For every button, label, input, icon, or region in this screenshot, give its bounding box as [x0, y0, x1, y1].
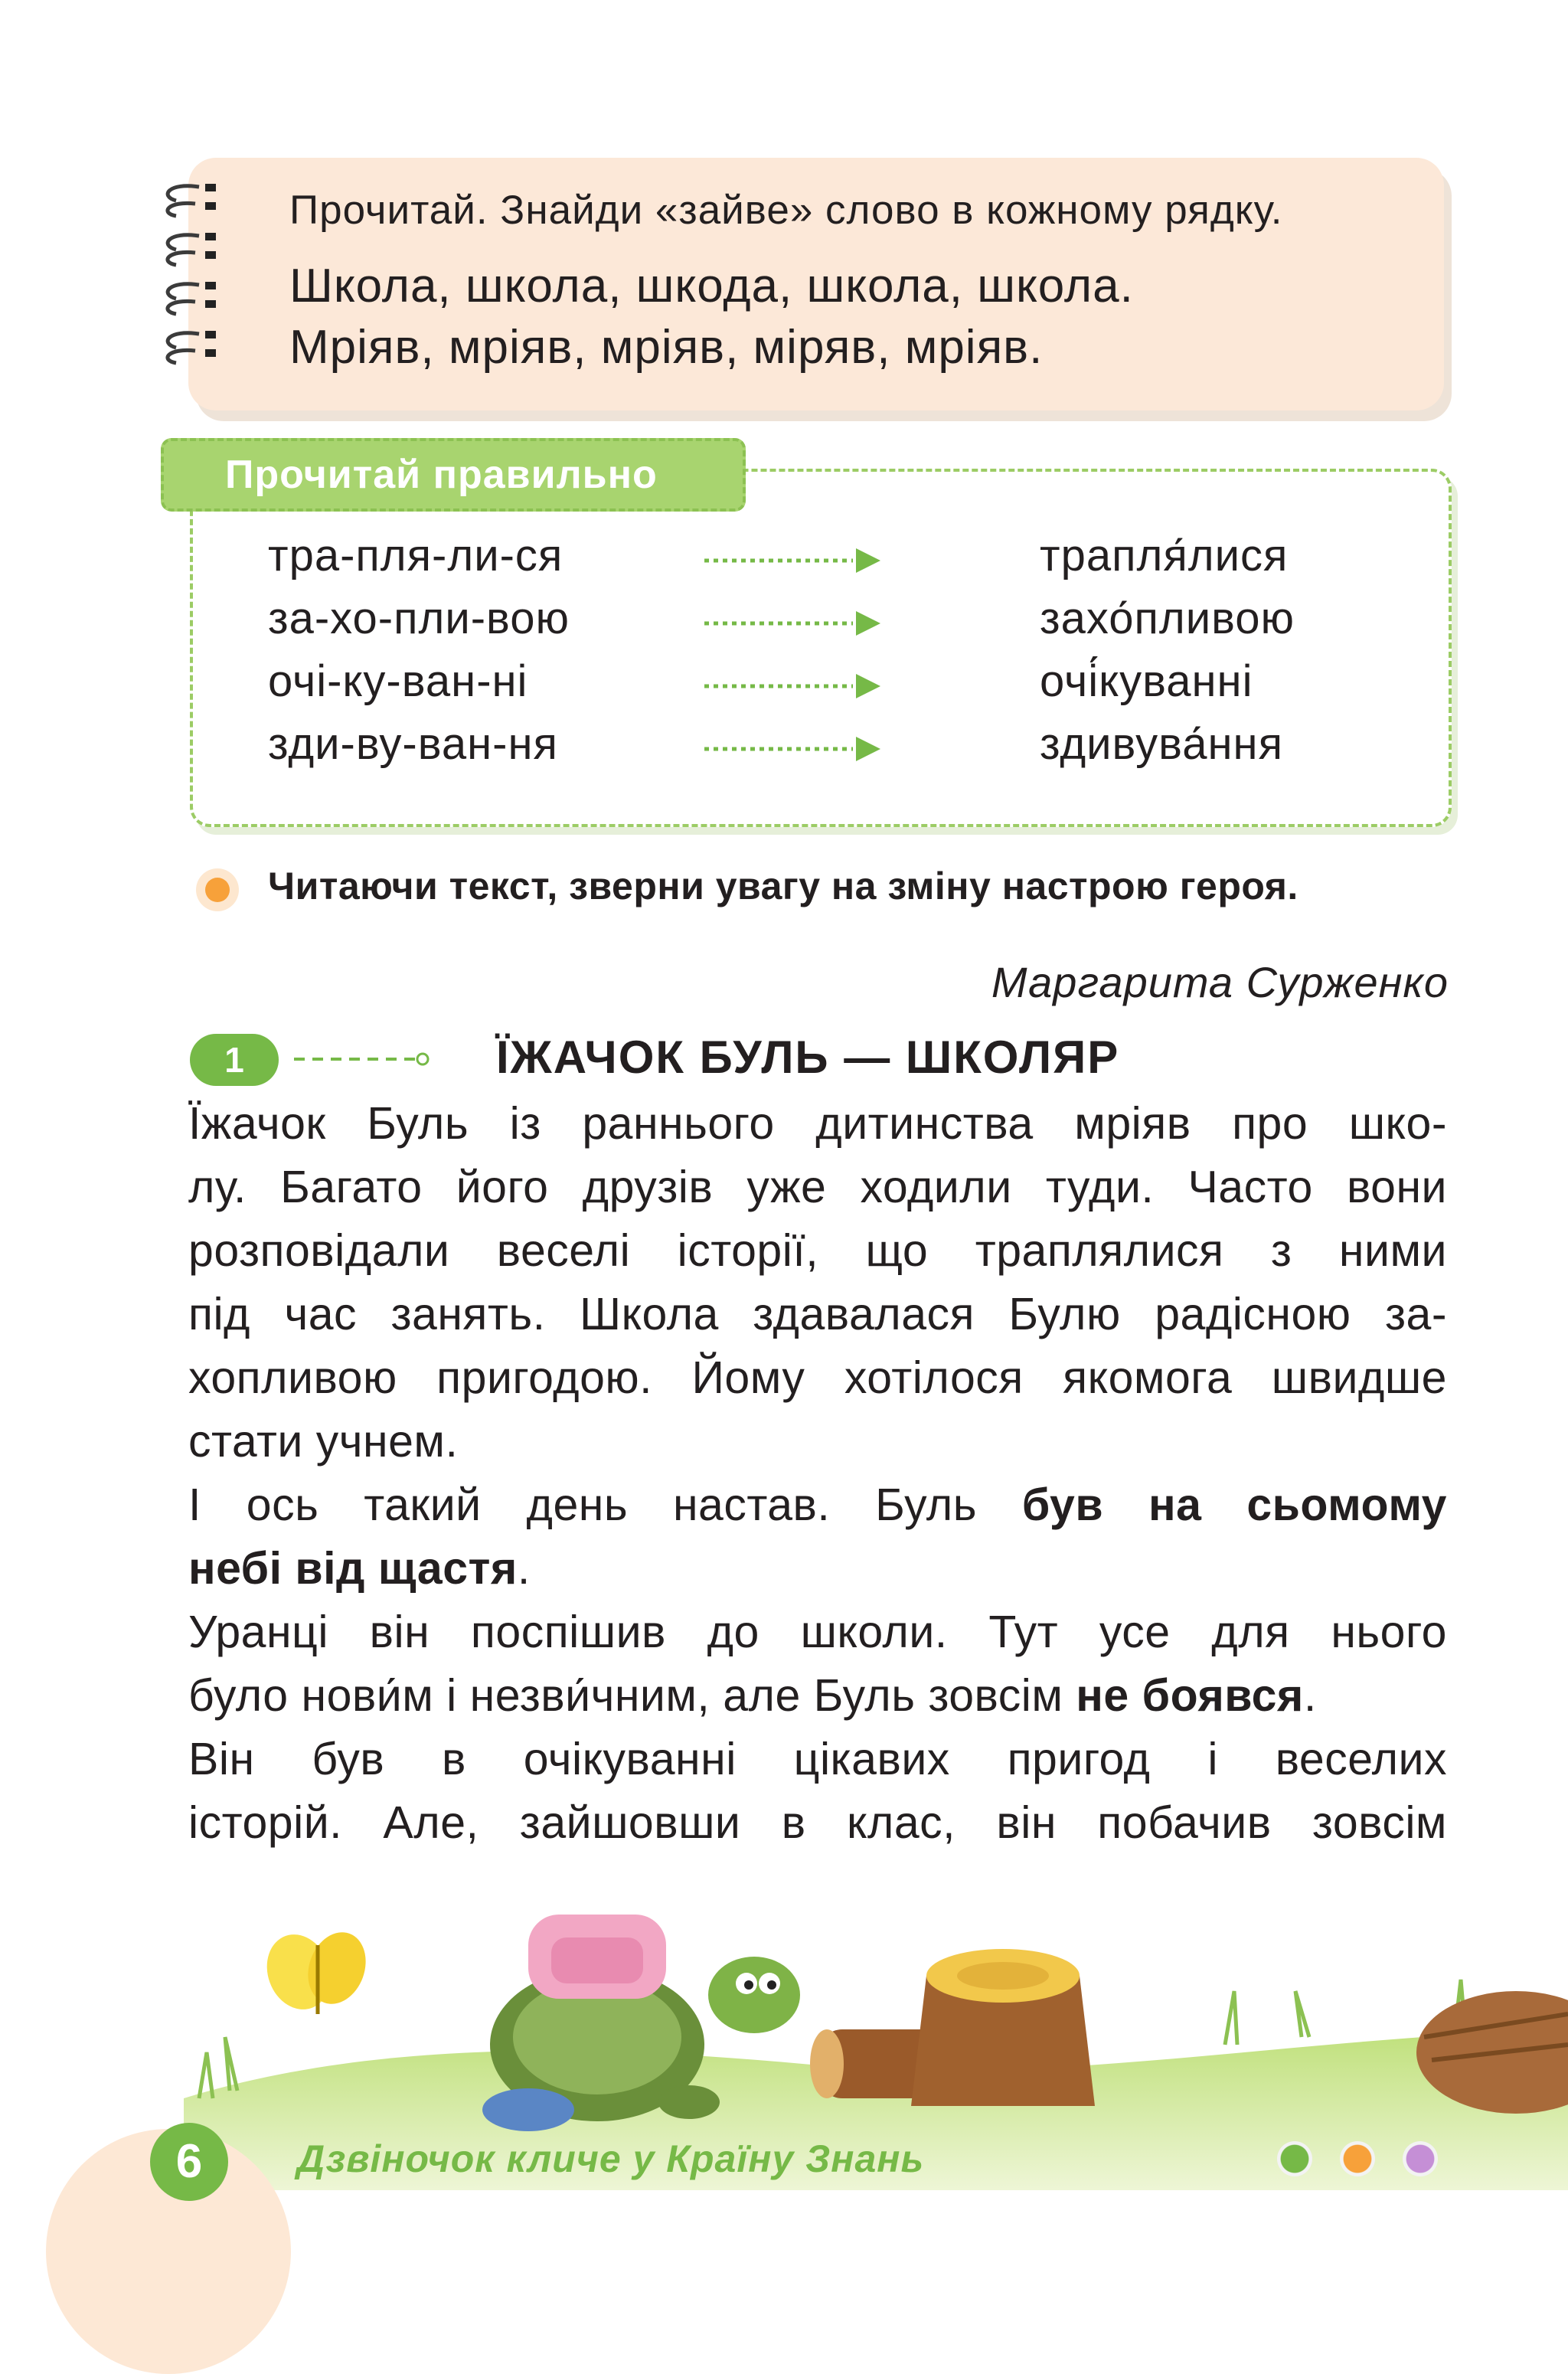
book-title: Дзвіночок кличе у Країну Знань: [297, 2137, 925, 2180]
story-text-plain: .: [1303, 1670, 1317, 1721]
read-correctly-label: Прочитай правильно: [161, 438, 746, 512]
exercise-line-1: Школа, школа, шкода, школа, школа.: [289, 260, 1134, 312]
story-line: [188, 1473, 1447, 1537]
story-text-plain: було нови́м і незви́чним, але Буль зовсім: [188, 1670, 1076, 1721]
story-text-plain: .: [517, 1543, 531, 1594]
story-text-plain: І ось такий день настав. Буль: [188, 1480, 1022, 1530]
story-line: Він був в очікуванні цікавих пригод і веселих: [188, 1734, 1447, 1784]
story-line: хопливою пригодою. Йому хотілося якомога швидше: [188, 1352, 1447, 1403]
story-number-badge: 1: [190, 1034, 279, 1086]
spiral-ring-icon: [153, 181, 222, 219]
purple-dot-icon: [1403, 2141, 1438, 2176]
exercise-instruction: Прочитай. Знайди «зайве» слово в кожному рядку.: [289, 188, 1283, 233]
story-title: ЇЖАЧОК БУЛЬ — ШКОЛЯР: [496, 1032, 1120, 1083]
orange-dot-icon: [1340, 2141, 1375, 2176]
story-line: під час занять. Школа здавалася Булю радісною за-: [188, 1289, 1447, 1339]
butterfly-icon: [256, 1924, 375, 2019]
syllables-row-1: тра-пля-ли-ся: [268, 531, 564, 580]
word-row-3: очі́куванні: [1040, 656, 1253, 706]
dotted-arrow-icon: [703, 735, 887, 763]
author-name: Маргарита Сурженко: [991, 958, 1449, 1006]
read-correctly-box: [190, 469, 1452, 827]
word-row-1: трапля́лися: [1040, 531, 1289, 580]
story-line: Уранці він поспішив до школи. Тут усе для нього: [188, 1607, 1447, 1657]
story-line: стати учнем.: [188, 1416, 459, 1467]
exercise-line-2: Мріяв, мріяв, мріяв, міряв, мріяв.: [289, 321, 1044, 374]
green-dot-icon: [1277, 2141, 1312, 2176]
dotted-arrow-icon: [703, 547, 887, 574]
story-line: [188, 1664, 1447, 1728]
story-text-bold: небі від щастя: [188, 1543, 518, 1594]
spiral-ring-icon: [153, 230, 222, 268]
word-row-2: захо́пливою: [1040, 594, 1295, 643]
story-text-bold: був на сьомому: [1021, 1480, 1447, 1530]
syllables-row-3: очі-ку-ван-ні: [268, 656, 528, 706]
story-line: Їжачок Буль із раннього дитинства мріяв про шко-: [188, 1098, 1447, 1149]
page-number: 6: [150, 2123, 228, 2201]
story-text-bold: не боявся: [1076, 1670, 1304, 1721]
spiral-ring-icon: [153, 328, 222, 366]
dotted-arrow-icon: [703, 672, 887, 700]
syllables-row-2: за-хо-пли-вою: [268, 594, 570, 643]
reading-task: Читаючи текст, зверни увагу на зміну настрою героя.: [268, 865, 1298, 907]
story-line: історій. Але, зайшовши в клас, він побачив зовсім: [188, 1797, 1447, 1848]
syllables-row-4: зди-ву-ван-ня: [268, 719, 558, 769]
story-line: розповідали веселі історії, що траплялися з ними: [188, 1225, 1447, 1276]
story-line: лу. Багато його друзів уже ходили туди. Часто вони: [188, 1162, 1447, 1212]
spiral-ring-icon: [153, 279, 222, 317]
dashed-connector-icon: [294, 1048, 432, 1071]
task-bullet-icon: [196, 868, 239, 911]
word-row-4: здивува́ння: [1040, 719, 1283, 769]
tree-stump-icon: [810, 1949, 1095, 2106]
dotted-arrow-icon: [703, 610, 887, 637]
story-line: [188, 1537, 1447, 1601]
